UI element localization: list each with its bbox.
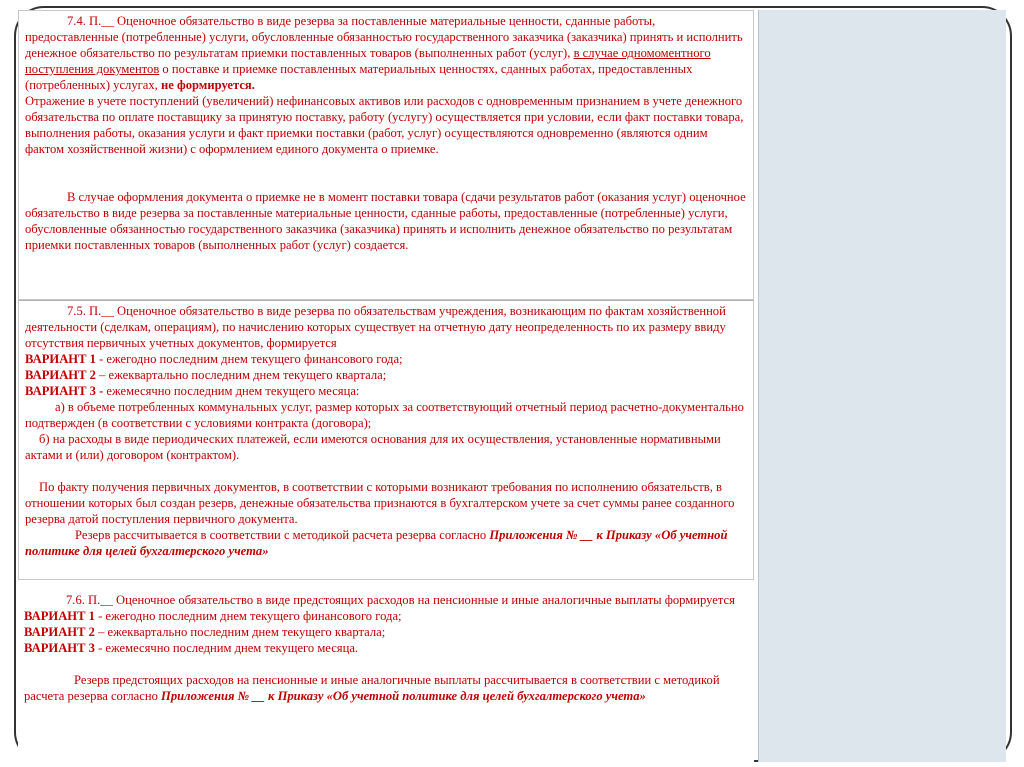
s74-reflection: Отражение в учете поступлений (увеличений) нефинансовых активов или расходов с одновременным признанием в учете денежного обязательства по оплате поставщику за принятую поставку, работу (услугу) осуществляется при условии, если факт поставки товара, выполнения работы, оказания услуги и факт приемки поставки (работ, услуг) осуществляются одновременно (являются одним фактом хозяйственной жизни) с оформлением единого документа о приемке. bbox=[25, 94, 744, 156]
underlined-phrase: в случае одномоментного поступления документов bbox=[25, 46, 711, 76]
s74-delayed: В случае оформления документа о приемке не в момент поставки товара (сдачи результатов работ (оказания услуг) оценочное обязательство в виде резерва за поставленные материальные ценности, сданные работы, предоставленные (потребленные) услуги, обусловленные обязанностью государственного заказчика (заказчика) принять и исполнить денежное обязательство по результатам приемки поставленных товаров (выполненных работ (услуг) создается. bbox=[25, 190, 746, 252]
s75-calc: Резерв рассчитывается в соответствии с методикой расчета резерва согласно Приложения № __ к Приказу «Об учетной политике для целей бухгалтерского учета» bbox=[25, 528, 728, 558]
section-7-5 bbox=[18, 300, 754, 580]
bold-phrase: не формируется. bbox=[160, 78, 255, 92]
slide bbox=[16, 10, 1006, 762]
s75-variant-2: ВАРИАНТ 2 – ежеквартально последним днем текущего квартала; bbox=[25, 368, 387, 382]
policy-table bbox=[18, 10, 754, 762]
s75-upon: По факту получения первичных документов, в соответствии с которыми возникают требования по исполнению обязательств, в отношении которых был создан резерв, денежные обязательства признаются в бухгалтерском учете за счет суммы ранее созданного резерва датой поступления первичного документа. bbox=[25, 480, 735, 526]
section-7-4 bbox=[18, 10, 754, 300]
appendix-reference: Приложения № __ к Приказу «Об учетной политике для целей бухгалтерского учета» bbox=[25, 528, 728, 558]
s75-item-a: а) в объеме потребленных коммунальных услуг, размер которых за соответствующий отчетный период расчетно-документально подтвержден (в соответствии с условиями контракта (договора); bbox=[25, 400, 744, 430]
s76-variant-3: ВАРИАНТ 3 - ежемесячно последним днем текущего месяца. bbox=[24, 641, 359, 655]
section-7-6 bbox=[18, 590, 754, 762]
appendix-reference: Приложения № __ к Приказу «Об учетной политике для целей бухгалтерского учета» bbox=[161, 689, 646, 703]
s75-variant-1: ВАРИАНТ 1 - ежегодно последним днем текущего финансового года; bbox=[25, 352, 403, 366]
s75-item-b: б) на расходы в виде периодических платежей, если имеются основания для их осуществления, установленные нормативными актами и (или) договором (контрактом). bbox=[25, 432, 721, 462]
empty-side-column bbox=[758, 10, 1006, 762]
s76-calc: Резерв предстоящих расходов на пенсионные и иные аналогичные выплаты рассчитывается в соответствии с методикой расчета резерва согласно Приложения № __ к Приказу «Об учетной политике для целей бухгалтерского учета» bbox=[24, 673, 720, 703]
s75-lead: 7.5. П.__ Оценочное обязательство в виде резерва по обязательствам учреждения, возникающим по фактам хозяйственной деятельности (сделкам, операциям), по начислению которых существует на отчетную дату неопределенность по их размеру ввиду отсутствия первичных учетных документов, формируется bbox=[25, 304, 726, 350]
s75-variant-3: ВАРИАНТ 3 - ежемесячно последним днем текущего месяца: bbox=[25, 384, 360, 398]
s76-lead: 7.6. П.__ Оценочное обязательство в виде предстоящих расходов на пенсионные и иные аналогичные выплаты формируется bbox=[66, 593, 735, 607]
s76-variant-2: ВАРИАНТ 2 – ежеквартально последним днем текущего квартала; bbox=[24, 625, 386, 639]
s74-paragraph: 7.4. П.__ Оценочное обязательство в виде резерва за поставленные материальные ценности, сданные работы, предоставленные (потребленные) услуги, обусловленные обязанностью государственного заказчика (заказчика) принять и исполнить денежное обязательство по результатам приемки поставленных товаров (выполненных работ (услуг), в случае одномоментного поступления документов о поставке и приемке поставленных материальных ценностях, сданных работах, предоставленных (потребленных) услугах, не формируется. bbox=[25, 14, 743, 92]
s76-variant-1: ВАРИАНТ 1 - ежегодно последним днем текущего финансового года; bbox=[24, 609, 402, 623]
